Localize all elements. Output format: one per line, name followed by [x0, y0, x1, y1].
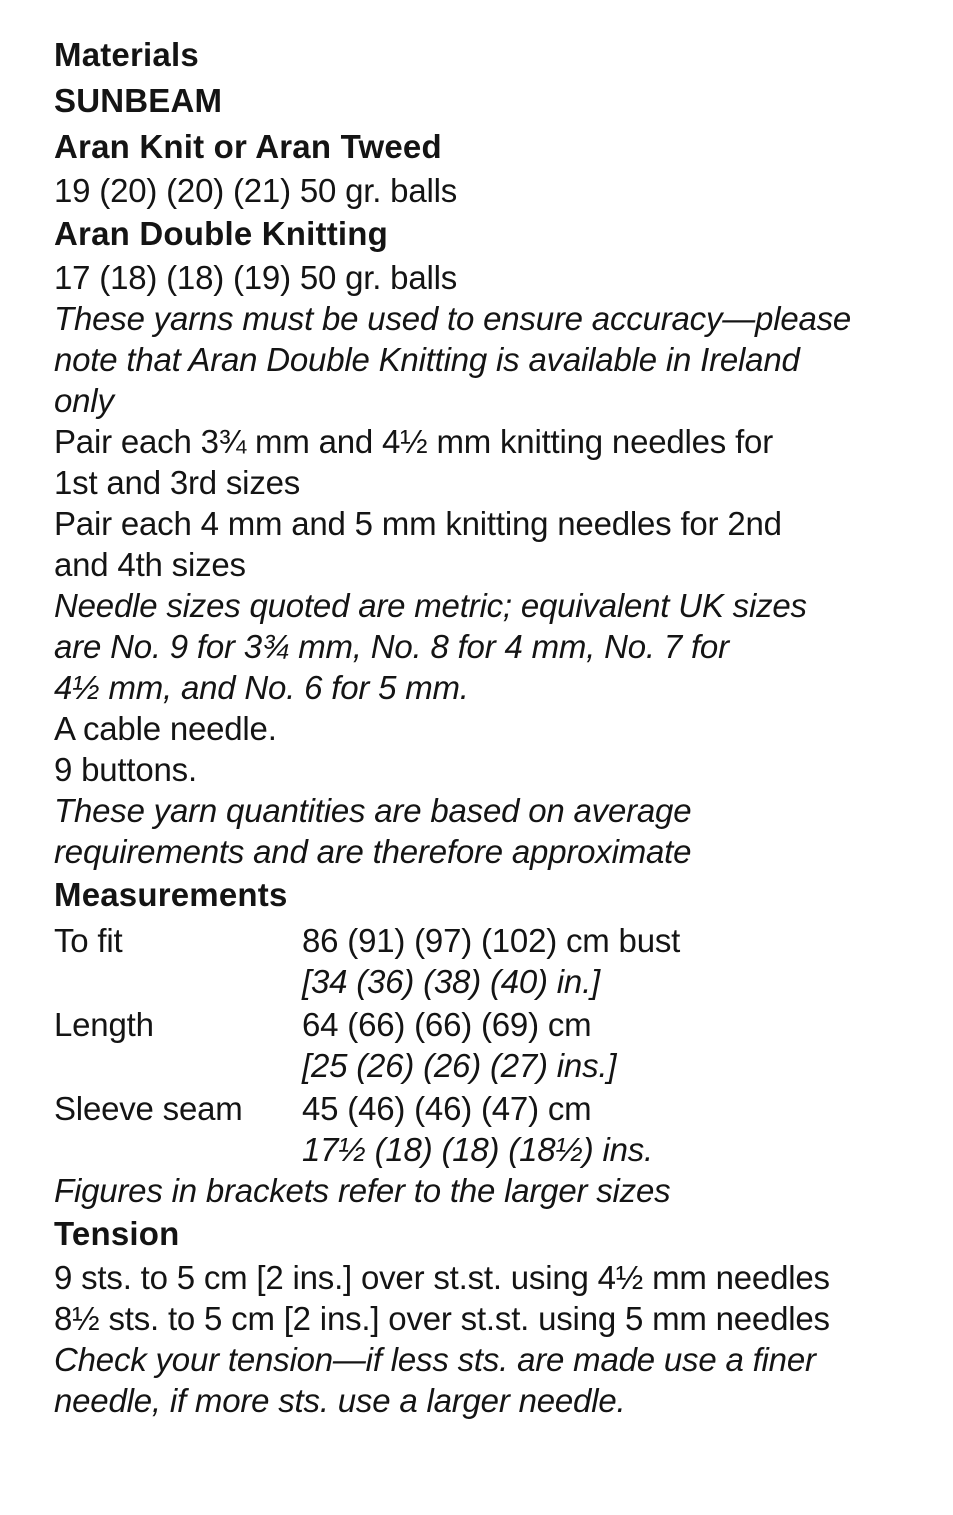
measurement-metric: 45 (46) (46) (47) cm [302, 1090, 592, 1127]
yarn-note-line: only [54, 382, 114, 419]
measurement-label: To fit [54, 922, 123, 959]
brand-name: SUNBEAM [54, 82, 223, 119]
measurement-imperial: 17½ (18) (18) (18½) ins. [302, 1131, 654, 1168]
yarn-note-line: note that Aran Double Knitting is available in Ireland [54, 341, 800, 378]
needles-line: 1st and 3rd sizes [54, 464, 301, 501]
measurement-imperial: [34 (36) (38) (40) in.] [302, 963, 601, 1000]
needle-note-line: Needle sizes quoted are metric; equivalent UK sizes [54, 587, 807, 624]
materials-heading: Materials [54, 36, 199, 73]
measurement-row [54, 1088, 939, 1170]
tension-line: 9 sts. to 5 cm [2 ins.] over st.st. using 4½ mm needles [54, 1259, 830, 1296]
measurement-metric: 64 (66) (66) (69) cm [302, 1006, 592, 1043]
measurement-label: Length [54, 1006, 154, 1043]
measurement-row [54, 920, 939, 1002]
needle-note-line: 4½ mm, and No. 6 for 5 mm. [54, 669, 469, 706]
measurement-label: Sleeve seam [54, 1090, 243, 1127]
needles-line: and 4th sizes [54, 546, 246, 583]
tension-note-line: Check your tension—if less sts. are made use a finer [54, 1341, 816, 1378]
measurement-metric: 86 (91) (97) (102) cm bust [302, 922, 681, 959]
buttons-item: 9 buttons. [54, 751, 197, 788]
sizes-note: Figures in brackets refer to the larger sizes [54, 1172, 671, 1209]
needles-line: Pair each 3¾ mm and 4½ mm knitting needles for [54, 423, 773, 460]
yarn1-name: Aran Knit or Aran Tweed [54, 128, 442, 165]
tension-note-line: needle, if more sts. use a larger needle. [54, 1382, 626, 1419]
yarn-note-line: These yarns must be used to ensure accuracy—please [54, 300, 852, 337]
quantity-note-line: These yarn quantities are based on average [54, 792, 692, 829]
pattern-page [54, 32, 939, 1421]
yarn1-quantity: 19 (20) (20) (21) 50 gr. balls [54, 172, 458, 209]
cable-needle-item: A cable needle. [54, 710, 277, 747]
measurements-heading: Measurements [54, 876, 288, 913]
yarn2-name: Aran Double Knitting [54, 215, 388, 252]
measurement-imperial: [25 (26) (26) (27) ins.] [302, 1047, 617, 1084]
measurement-row [54, 1004, 939, 1086]
tension-line: 8½ sts. to 5 cm [2 ins.] over st.st. using 5 mm needles [54, 1300, 830, 1337]
yarn2-quantity: 17 (18) (18) (19) 50 gr. balls [54, 259, 458, 296]
quantity-note-line: requirements and are therefore approximate [54, 833, 692, 870]
needle-note-line: are No. 9 for 3¾ mm, No. 8 for 4 mm, No. 7 for [54, 628, 729, 665]
tension-heading: Tension [54, 1215, 180, 1252]
needles-line: Pair each 4 mm and 5 mm knitting needles for 2nd [54, 505, 782, 542]
